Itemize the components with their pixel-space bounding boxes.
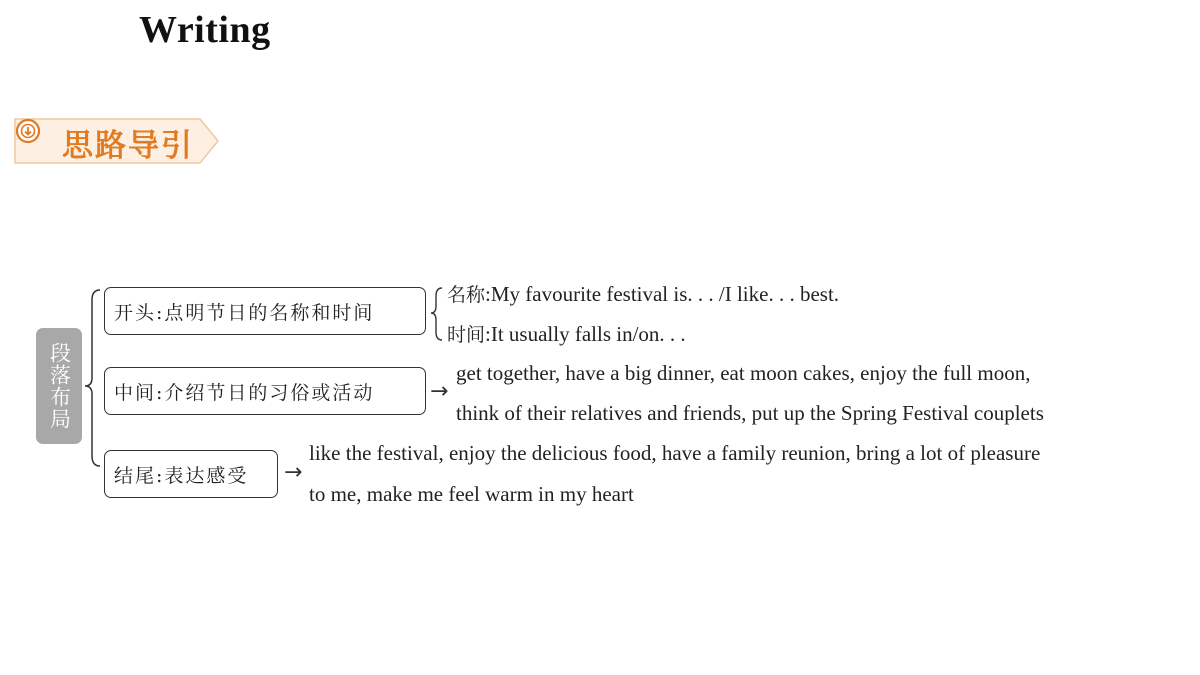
middle-line-1: get together, have a big dinner, eat moon cakes, enjoy the full moon,: [456, 361, 1031, 385]
opening-row-name: 名称:My favourite festival is. . . /I like. . . best.: [447, 282, 840, 306]
opening-row-text: My favourite festival is. . . /I like. . . best.: [490, 282, 840, 306]
left-brace: [85, 290, 100, 466]
opening-row-text: It usually falls in/on. . .: [490, 322, 686, 346]
opening-row-key: 时间: [447, 324, 486, 346]
middle-arrow: →: [430, 379, 449, 404]
opening-row-time: 时间:It usually falls in/on. . .: [447, 322, 686, 346]
ending-line-1: like the festival, enjoy the delicious food, have a family reunion, bring a lot of pleasure: [309, 441, 1041, 465]
section-tag: [14, 117, 219, 165]
section-tag-label: 思路导引: [62, 128, 194, 164]
page-title: Writing: [139, 9, 271, 51]
opening-box: 开头:点明节日的名称和时间: [104, 287, 426, 335]
ending-arrow: →: [284, 460, 303, 485]
circle-down-arrow-icon: [14, 117, 42, 145]
middle-box: 中间:介绍节日的习俗或活动: [104, 367, 426, 415]
opening-brace: [431, 288, 442, 340]
ending-box: 结尾:表达感受: [104, 450, 278, 498]
side-label: [36, 328, 82, 444]
opening-row-key: 名称: [447, 284, 486, 306]
ending-line-2: to me, make me feel warm in my heart: [309, 482, 634, 506]
middle-line-2: think of their relatives and friends, put up the Spring Festival couplets: [456, 401, 1044, 425]
side-label-text: 段落布局: [47, 342, 72, 430]
